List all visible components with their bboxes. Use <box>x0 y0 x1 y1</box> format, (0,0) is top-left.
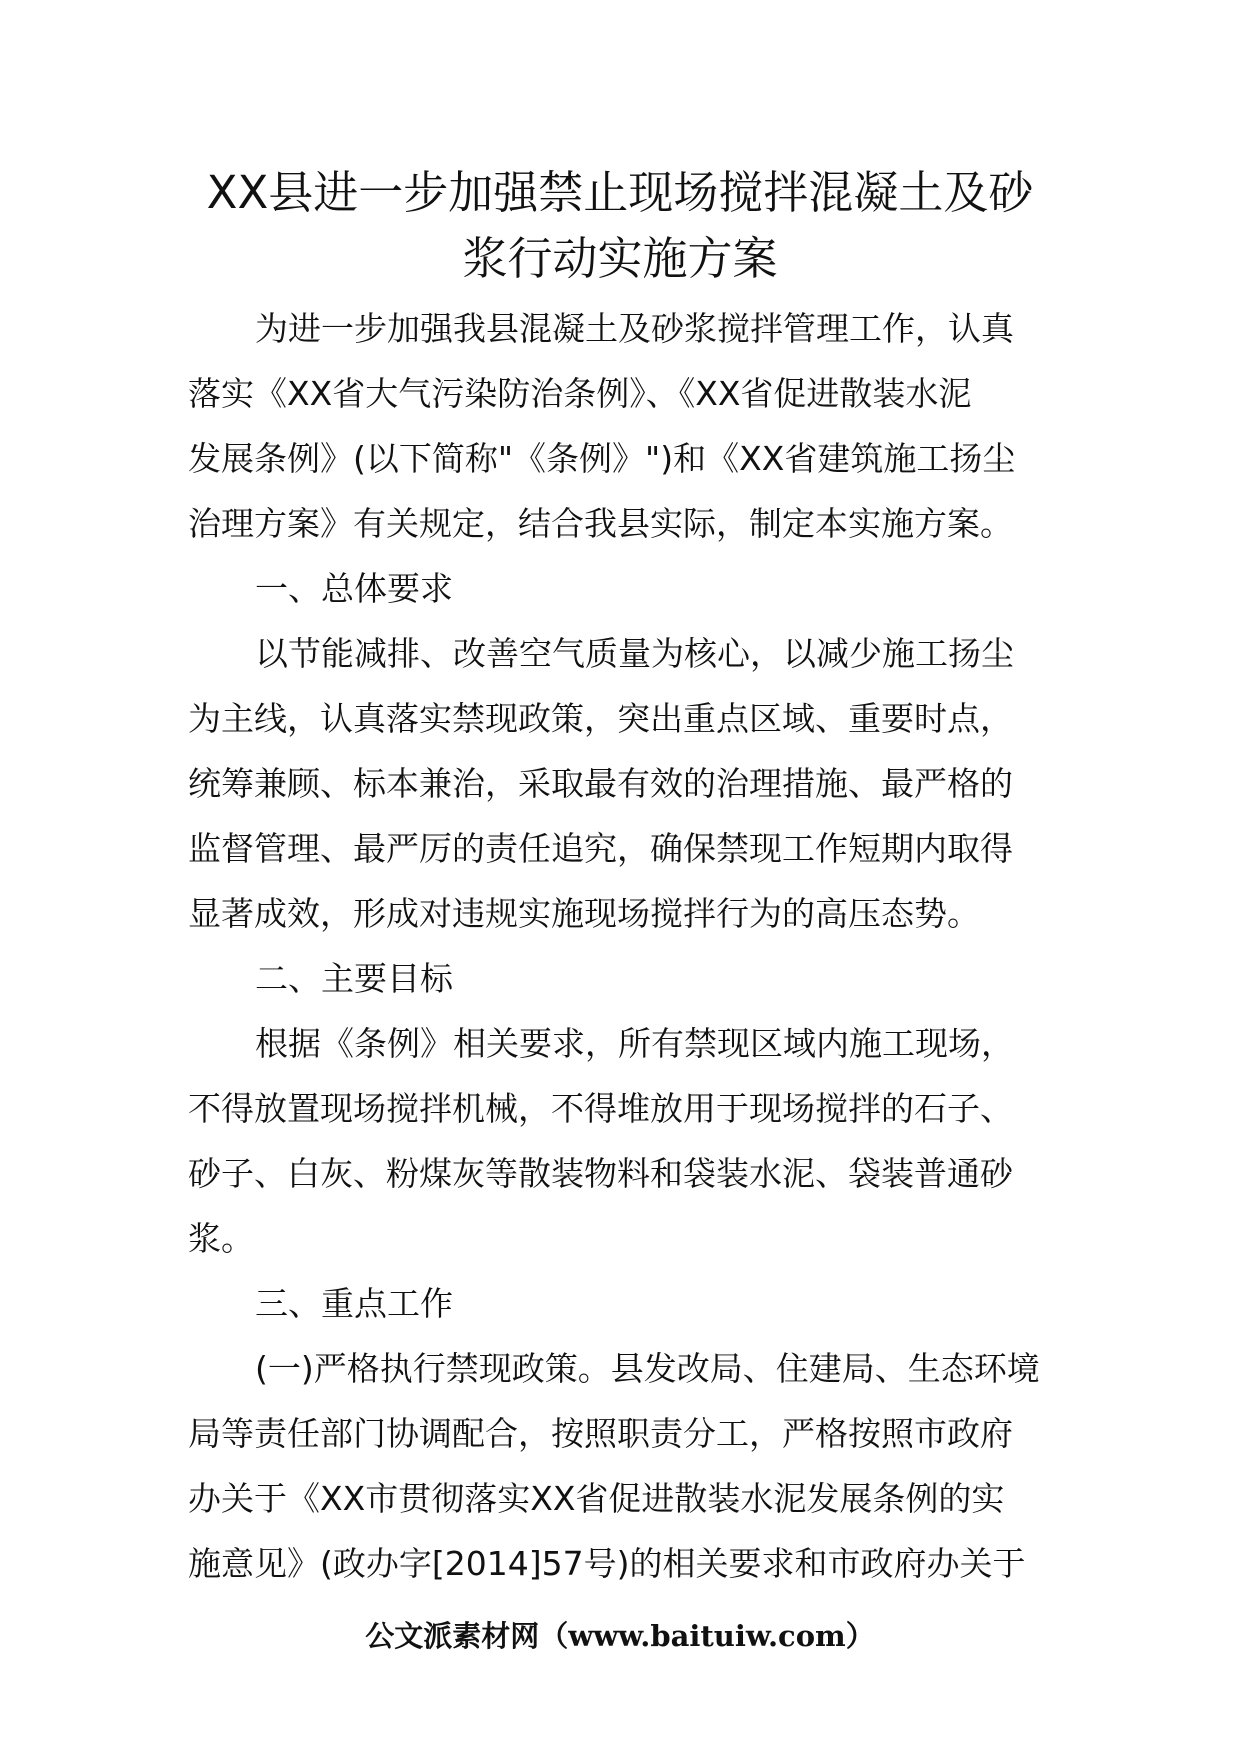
section-paragraph-2 <box>188 1011 1058 1271</box>
heading-line: 二、主要目标 <box>255 959 453 998</box>
paragraph-line: 为主线，认真落实禁现政策，突出重点区域、重要时点， <box>188 699 1013 738</box>
document-body <box>188 296 1058 1596</box>
intro-paragraph <box>188 296 1058 556</box>
paragraph-line: 统筹兼顾、标本兼治，采取最有效的治理措施、最严格的 <box>188 764 1013 803</box>
section-heading-3 <box>188 1271 1058 1336</box>
paragraph-line: 施意见》(政办字[2014]57号)的相关要求和市政府办关于 <box>188 1544 1026 1583</box>
paragraph-line: 落实《XX省大气污染防治条例》、《XX省促进散装水泥 <box>188 374 972 413</box>
section-paragraph-1 <box>188 621 1058 946</box>
section-heading-1 <box>188 556 1058 621</box>
paragraph-line: (一)严格执行禁现政策。县发改局、住建局、生态环境 <box>255 1349 1040 1388</box>
title-line: 浆行动实施方案 <box>462 232 778 285</box>
paragraph-line: 发展条例》(以下简称"《条例》")和《XX省建筑施工扬尘 <box>188 439 1016 478</box>
watermark-footer: 公文派素材网（www.baituiw.com） <box>365 1619 875 1653</box>
paragraph-line: 浆。 <box>188 1219 254 1258</box>
section-paragraph-3 <box>188 1336 1058 1596</box>
paragraph-line: 根据《条例》相关要求，所有禁现区域内施工现场， <box>255 1024 1014 1063</box>
paragraph-line: 以节能减排、改善空气质量为核心，以减少施工扬尘 <box>255 634 1014 673</box>
paragraph-line: 办关于《XX市贯彻落实XX省促进散装水泥发展条例的实 <box>188 1479 1005 1518</box>
paragraph-line: 监督管理、最严厉的责任追究，确保禁现工作短期内取得 <box>188 829 1013 868</box>
heading-line: 三、重点工作 <box>255 1284 453 1323</box>
section-heading-2 <box>188 946 1058 1011</box>
heading-line: 一、总体要求 <box>255 569 453 608</box>
paragraph-line: 显著成效，形成对违规实施现场搅拌行为的高压态势。 <box>188 894 980 933</box>
paragraph-line: 治理方案》有关规定，结合我县实际，制定本实施方案。 <box>188 504 1013 543</box>
document-title <box>150 160 1090 292</box>
paragraph-line: 不得放置现场搅拌机械，不得堆放用于现场搅拌的石子、 <box>188 1089 1013 1128</box>
title-line: XX县进一步加强禁止现场搅拌混凝土及砂 <box>206 166 1034 219</box>
paragraph-line: 为进一步加强我县混凝土及砂浆搅拌管理工作，认真 <box>255 309 1014 348</box>
paragraph-line: 局等责任部门协调配合，按照职责分工，严格按照市政府 <box>188 1414 1013 1453</box>
paragraph-line: 砂子、白灰、粉煤灰等散装物料和袋装水泥、袋装普通砂 <box>188 1154 1013 1193</box>
